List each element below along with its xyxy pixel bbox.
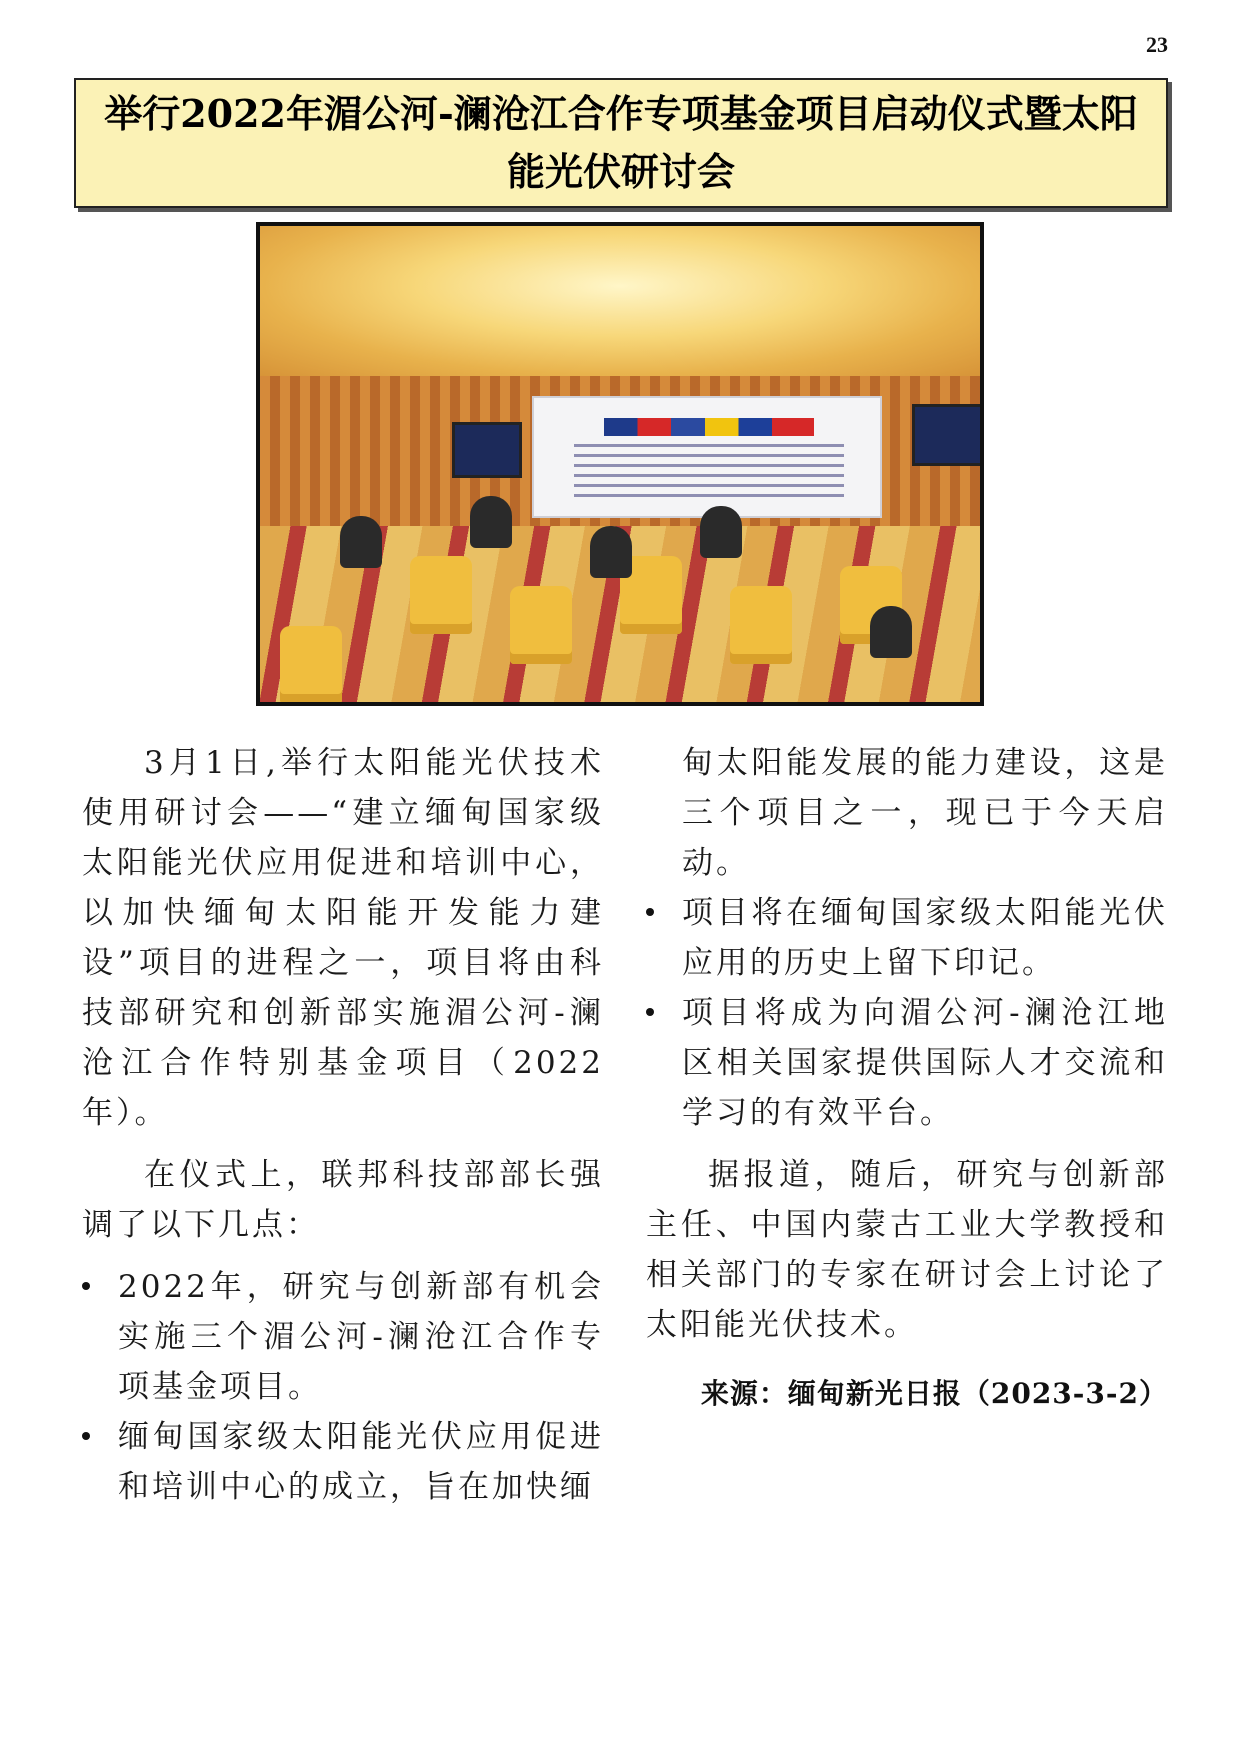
photo-ceiling bbox=[260, 226, 980, 376]
page-title: 举行2022年湄公河-澜沧江合作专项基金项目启动仪式暨太阳能光伏研讨会 bbox=[104, 91, 1138, 194]
list-item-continued: 甸太阳能发展的能力建设，这是三个项目之一，现已于今天启动。 bbox=[682, 745, 1168, 881]
bullet-icon bbox=[82, 1282, 90, 1290]
paragraph-intro: 3月1日,举行太阳能光伏技术使用研讨会——“建立缅甸国家级太阳能光伏应用促进和培训中心，以加快缅甸太阳能开发能力建设”项目的进程之一，项目将由科技部研究和创新部实施湄公河-澜沧江合作特别基金项目（2022年）。 bbox=[82, 745, 604, 1131]
photo-chair bbox=[730, 586, 792, 664]
photo-screen-left bbox=[452, 422, 522, 478]
photo-screen-right bbox=[912, 404, 984, 466]
key-points-list-continued bbox=[646, 888, 1168, 1138]
list-item: 缅甸国家级太阳能光伏应用促进和培训中心的成立，旨在加快缅 bbox=[82, 1412, 604, 1512]
page-number: 23 bbox=[1146, 32, 1168, 57]
event-photo bbox=[256, 222, 984, 706]
bullet-icon bbox=[82, 1432, 90, 1440]
photo-stage-banner bbox=[532, 396, 882, 518]
photo-person bbox=[340, 516, 382, 568]
source-credit: 来源：缅甸新光日报（2023-3-2） bbox=[700, 1377, 1168, 1410]
key-points-list bbox=[82, 1262, 604, 1512]
photo-banner-flags bbox=[604, 418, 814, 436]
photo-chair bbox=[280, 626, 342, 704]
title-banner bbox=[74, 78, 1168, 208]
photo-person bbox=[590, 526, 632, 578]
list-item: 2022年，研究与创新部有机会实施三个湄公河-澜沧江合作专项基金项目。 bbox=[82, 1262, 604, 1412]
left-column bbox=[82, 738, 604, 1512]
photo-person bbox=[870, 606, 912, 658]
right-column bbox=[646, 738, 1168, 1350]
photo-person bbox=[470, 496, 512, 548]
bullet-icon bbox=[646, 1008, 654, 1016]
list-item: 项目将在缅甸国家级太阳能光伏应用的历史上留下印记。 bbox=[646, 888, 1168, 988]
photo-chair bbox=[410, 556, 472, 634]
paragraph-report: 据报道，随后，研究与创新部主任、中国内蒙古工业大学教授和相关部门的专家在研讨会上讨论了太阳能光伏技术。 bbox=[646, 1157, 1168, 1343]
list-item: 项目将成为向湄公河-澜沧江地区相关国家提供国际人才交流和学习的有效平台。 bbox=[646, 988, 1168, 1138]
bullet-icon bbox=[646, 908, 654, 916]
photo-banner-text bbox=[574, 444, 844, 504]
paragraph-ceremony: 在仪式上，联邦科技部部长强调了以下几点： bbox=[82, 1157, 604, 1243]
photo-chair bbox=[510, 586, 572, 664]
photo-person bbox=[700, 506, 742, 558]
